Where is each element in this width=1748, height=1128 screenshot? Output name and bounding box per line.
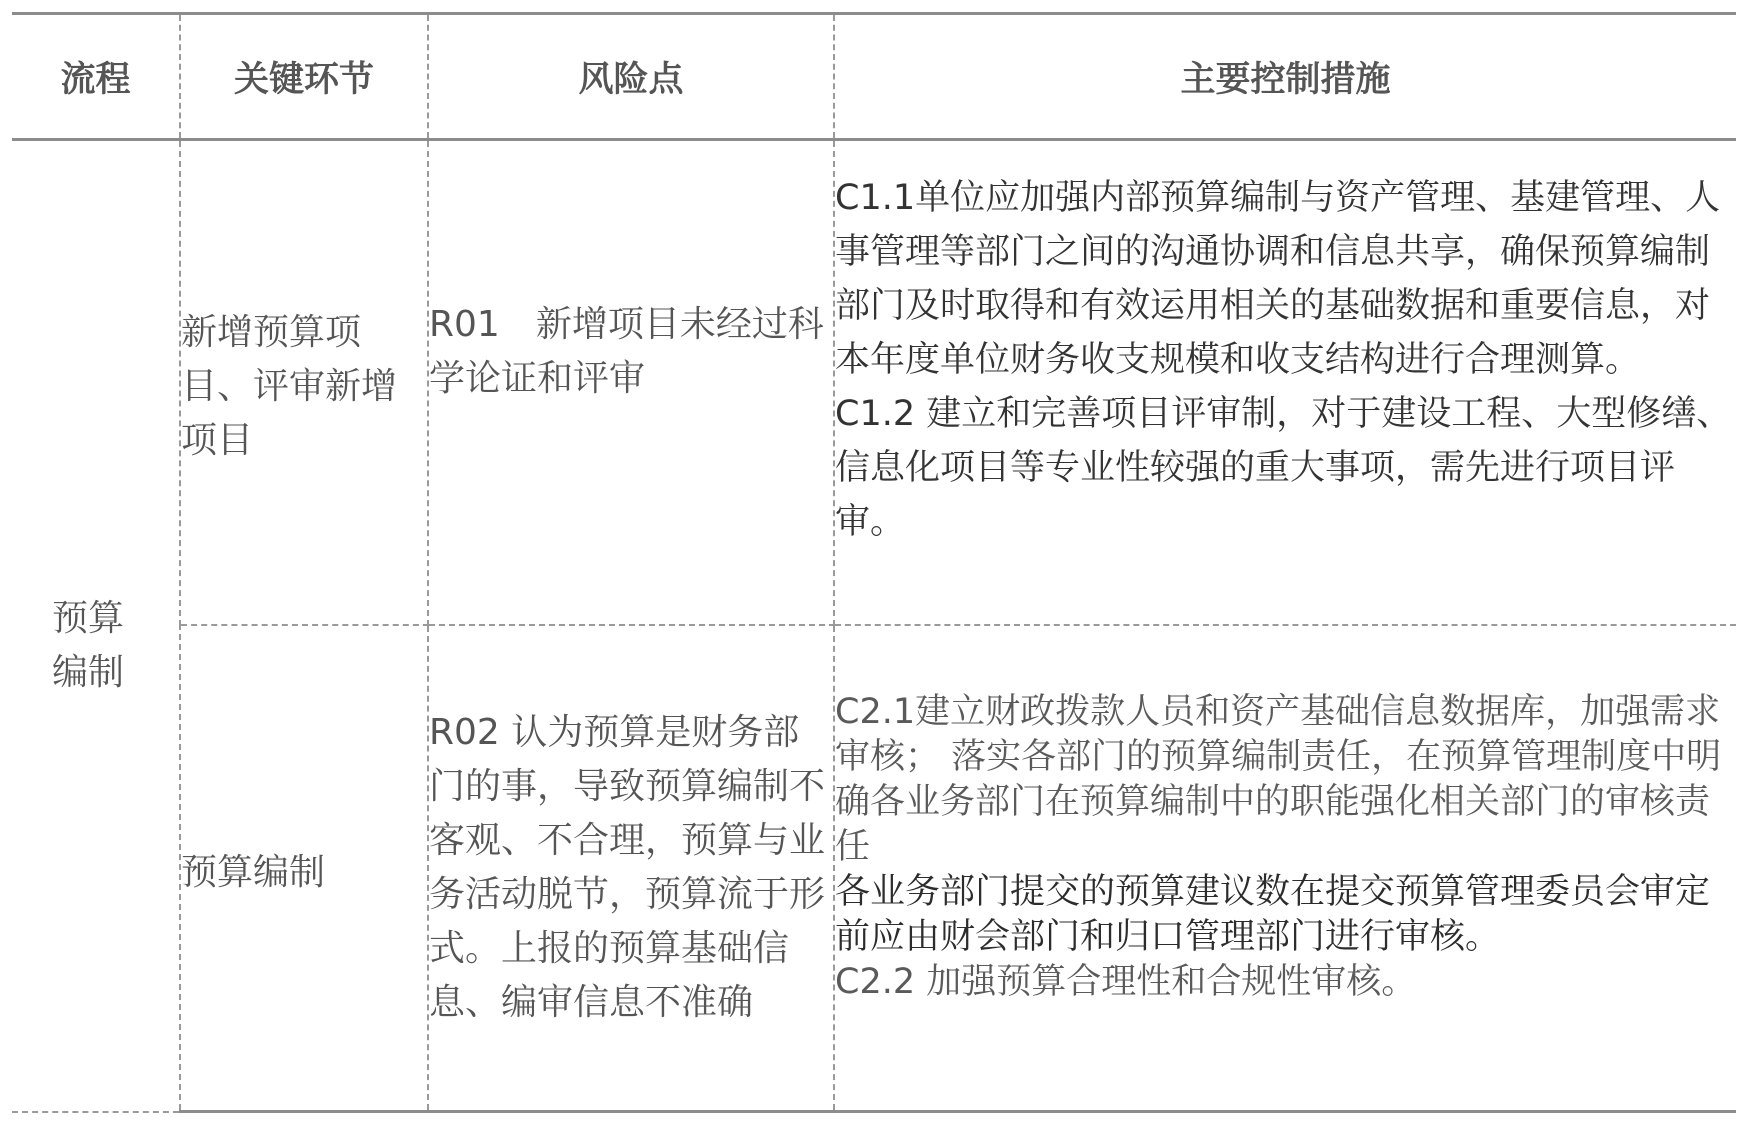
control-cell [834, 140, 1736, 625]
process-cell [12, 140, 180, 1112]
risk-control-table [12, 12, 1736, 1113]
key-step-cell [180, 625, 428, 1112]
control-c1-2: C1.2 建立和完善项目评审制，对于建设工程、大型修缮、信息化项目等专业性较强的重大事项，需先进行项目评审。 [835, 394, 1732, 542]
key-step-text: 预算编制 [181, 851, 326, 893]
table-row [12, 140, 1736, 625]
risk-text: R02 认为预算是财务部门的事，导致预算编制不客观、不合理，预算与业务活动脱节，预算流于形式。上报的预算基础信息、编审信息不准确 [429, 711, 826, 1023]
header-key-step: 关键环节 [180, 14, 428, 140]
table-header-row [12, 14, 1736, 140]
key-step-cell [180, 140, 428, 625]
control-c1-1: C1.1单位应加强内部预算编制与资产管理、基建管理、人事管理等部门之间的沟通协调和信息共享，确保预算编制部门及时取得和有效运用相关的基础数据和重要信息，对本年度单位财务收支规模和收支结构进行合理测算。 [835, 178, 1721, 380]
risk-cell [428, 625, 834, 1112]
header-control-measures: 主要控制措施 [834, 14, 1736, 140]
control-c2-2: C2.2 加强预算合理性和合规性审核。 [835, 961, 1417, 1002]
risk-cell [428, 140, 834, 625]
process-name: 预算编制 [52, 597, 125, 693]
control-c2-1: C2.1建立财政拨款人员和资产基础信息数据库，加强需求审核； 落实各部门的预算编制责任，在预算管理制度中明确各业务部门在预算编制中的职能强化相关部门的审核责任 [835, 691, 1722, 867]
key-step-text: 新增预算项目、评审新增项目 [181, 312, 398, 462]
control-cell [834, 625, 1736, 1112]
header-process: 流程 [12, 14, 180, 140]
header-risk-point: 风险点 [428, 14, 834, 140]
control-c2-1-detail: 各业务部门提交的预算建议数在提交预算管理委员会审定前应由财会部门和归口管理部门进行审核。 [835, 871, 1711, 957]
risk-text: R01 新增项目未经过科学论证和评审 [429, 304, 824, 400]
table-row [12, 625, 1736, 1112]
